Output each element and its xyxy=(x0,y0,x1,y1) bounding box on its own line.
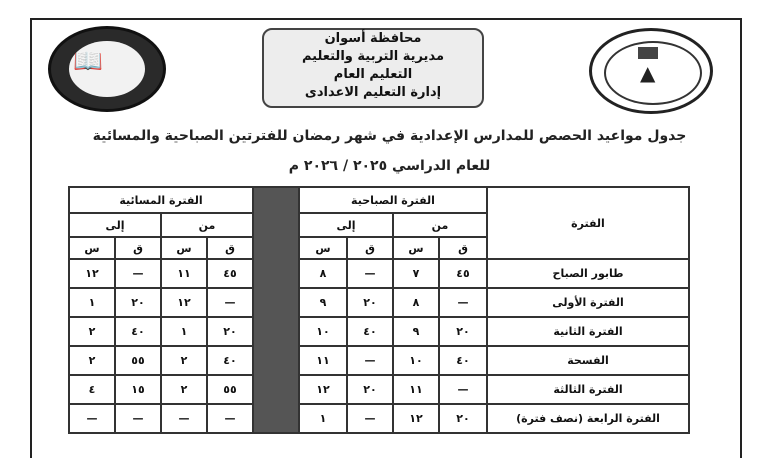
table-row xyxy=(69,404,689,433)
education-logo-left xyxy=(48,26,166,112)
cell: ١١ xyxy=(161,259,207,288)
cell: ١٠ xyxy=(299,317,347,346)
cell: ٤٠ xyxy=(115,317,161,346)
aswan-seal-right xyxy=(589,28,713,114)
cell: ١ xyxy=(299,404,347,433)
cell: ٤٠ xyxy=(207,346,253,375)
m-to-hour: س xyxy=(299,237,347,259)
table-row xyxy=(69,259,689,288)
evening-header: الفترة المسائية xyxy=(69,187,253,213)
schedule-title: جدول مواعيد الحصص للمدارس الإعدادية في شهر رمضان للفترتين الصباحية والمسائية xyxy=(92,128,687,144)
cell: ١٢ xyxy=(161,288,207,317)
header-box xyxy=(262,28,484,108)
e-from-hour: س xyxy=(161,237,207,259)
cell: ٤٥ xyxy=(207,259,253,288)
cell: ٤٠ xyxy=(347,317,393,346)
row-label: الفترة الأولى xyxy=(487,288,689,317)
cell: ٨ xyxy=(299,259,347,288)
cell: ١٢ xyxy=(69,259,115,288)
cell: ١١ xyxy=(299,346,347,375)
cell: — xyxy=(115,259,161,288)
period-header: الفترة xyxy=(487,187,689,259)
table-row xyxy=(69,375,689,404)
cell: ٩ xyxy=(393,317,439,346)
e-to-min: ق xyxy=(115,237,161,259)
academic-year: للعام الدراسي ٢٠٢٥ / ٢٠٢٦ م xyxy=(288,158,491,174)
table-row xyxy=(69,288,689,317)
m-to-min: ق xyxy=(347,237,393,259)
cell: ١٢ xyxy=(299,375,347,404)
cell: ١١ xyxy=(393,375,439,404)
cell: ٤٥ xyxy=(439,259,487,288)
book-icon: 📖 xyxy=(73,47,103,75)
e-to-hour: س xyxy=(69,237,115,259)
cell: ٢٠ xyxy=(347,288,393,317)
cell: ٤ xyxy=(69,375,115,404)
cell: — xyxy=(347,259,393,288)
evening-to: إلى xyxy=(69,213,161,237)
cell: ٢ xyxy=(69,346,115,375)
table-row xyxy=(69,346,689,375)
m-from-hour: س xyxy=(393,237,439,259)
morning-to: إلى xyxy=(299,213,393,237)
cell: — xyxy=(207,288,253,317)
cell: ١ xyxy=(161,317,207,346)
cell: ٢ xyxy=(69,317,115,346)
cell: — xyxy=(347,404,393,433)
cell: ٩ xyxy=(299,288,347,317)
header-line-prep-administration: إدارة التعليم الاعدادى xyxy=(304,85,442,100)
cell: — xyxy=(347,346,393,375)
separator-column xyxy=(253,187,299,433)
row-label: الفترة الثانية xyxy=(487,317,689,346)
evening-from: من xyxy=(161,213,253,237)
cell: — xyxy=(439,288,487,317)
e-from-min: ق xyxy=(207,237,253,259)
tower-icon: ▲ xyxy=(640,61,656,85)
table-row xyxy=(69,317,689,346)
row-label: الفترة الرابعة (نصف فترة) xyxy=(487,404,689,433)
cell: — xyxy=(439,375,487,404)
morning-header: الفترة الصباحية xyxy=(299,187,487,213)
cell: ١٥ xyxy=(115,375,161,404)
cell: ٢٠ xyxy=(439,404,487,433)
header-line-general-education: التعليم العام xyxy=(333,67,413,82)
cell: ٢٠ xyxy=(115,288,161,317)
header-line-directorate: مديرية التربية والتعليم xyxy=(301,49,445,64)
cell: ٢ xyxy=(161,375,207,404)
header-line-governorate: محافظة أسوان xyxy=(324,31,422,46)
cell: ٨ xyxy=(393,288,439,317)
cell: — xyxy=(161,404,207,433)
header-row-1 xyxy=(69,187,689,213)
row-label: الفسحة xyxy=(487,346,689,375)
cell: ٢٠ xyxy=(347,375,393,404)
row-label: طابور الصباح xyxy=(487,259,689,288)
cell: ٢٠ xyxy=(207,317,253,346)
cell: ٢٠ xyxy=(439,317,487,346)
cell: — xyxy=(69,404,115,433)
cell: ١ xyxy=(69,288,115,317)
flag-icon xyxy=(638,47,658,59)
cell: — xyxy=(115,404,161,433)
cell: ٤٠ xyxy=(439,346,487,375)
m-from-min: ق xyxy=(439,237,487,259)
cell: ٢ xyxy=(161,346,207,375)
cell: ١٠ xyxy=(393,346,439,375)
morning-from: من xyxy=(393,213,487,237)
cell: ٥٥ xyxy=(115,346,161,375)
cell: ١٢ xyxy=(393,404,439,433)
row-label: الفترة الثالثة xyxy=(487,375,689,404)
cell: — xyxy=(207,404,253,433)
cell: ٥٥ xyxy=(207,375,253,404)
schedule-table xyxy=(68,186,690,434)
cell: ٧ xyxy=(393,259,439,288)
